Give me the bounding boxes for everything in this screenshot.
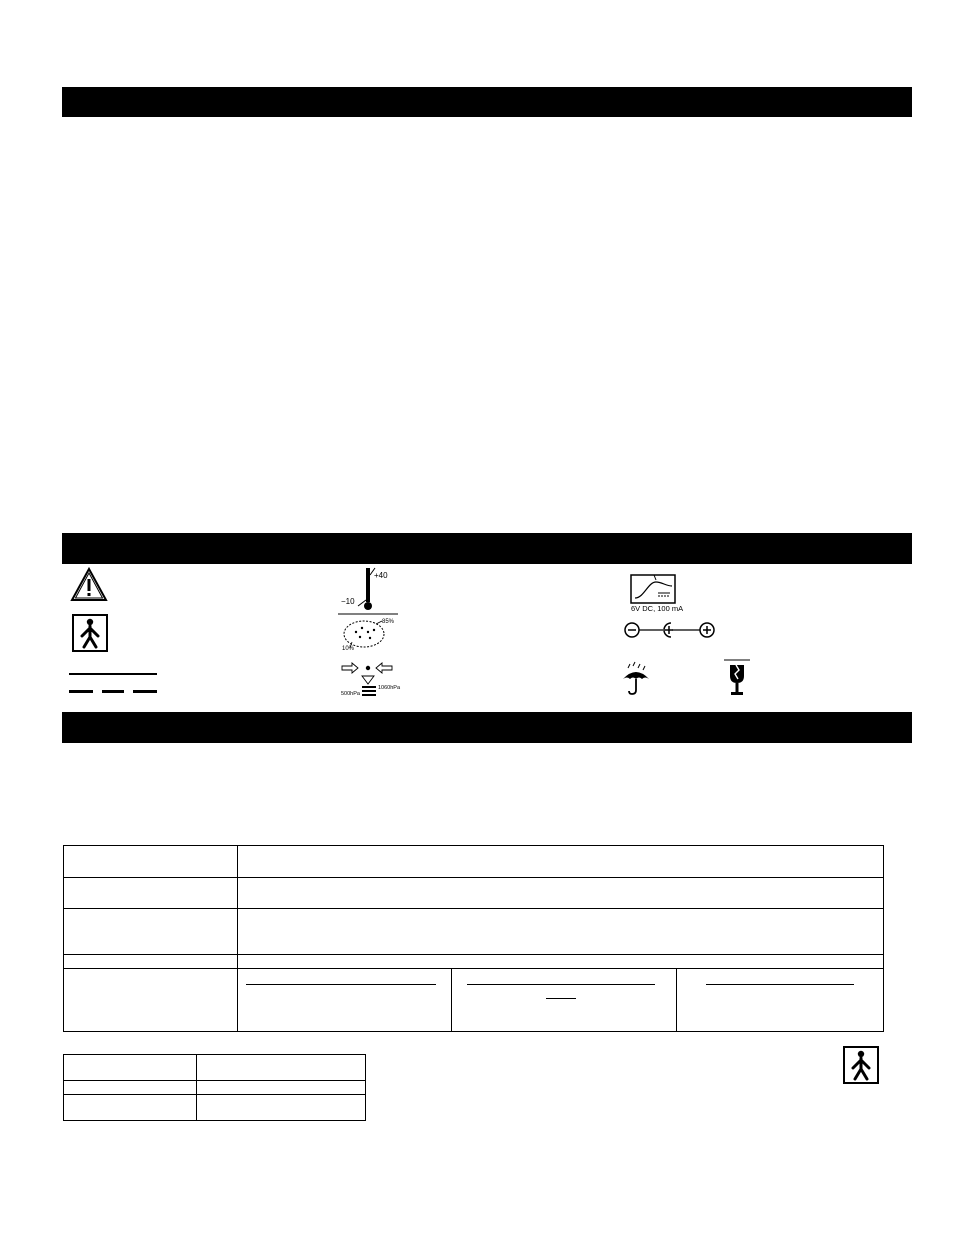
pressure-low-label: 500hPa: [341, 691, 360, 697]
spec-label-cell-3: [64, 909, 238, 955]
subcell-underline-3: [546, 998, 576, 999]
type-bf-applied-part-icon: [72, 614, 108, 652]
spec-value-cell-4: [238, 955, 884, 969]
temperature-low-label: −10: [341, 597, 355, 606]
subcell-underline-2: [467, 984, 655, 985]
polarity-icon: [623, 620, 717, 640]
applied-part-table: [63, 1054, 366, 1121]
applied-part-value-cell-3: [197, 1095, 366, 1121]
applied-part-label-cell-3: [64, 1095, 197, 1121]
subcell-underline-4: [706, 984, 854, 985]
keep-dry-icon: [620, 662, 652, 696]
spec-subcell-5c: [677, 969, 884, 1032]
type-bf-applied-part-icon-2: [842, 1046, 880, 1084]
section-header-bar-1: [62, 87, 912, 117]
applied-part-value-cell-1: [197, 1055, 366, 1081]
fragile-icon: [722, 658, 752, 698]
spec-subcell-5b: [452, 969, 677, 1032]
direct-current-line-icon: [69, 672, 159, 696]
atmospheric-pressure-icon: [340, 662, 410, 698]
spec-label-cell-5: [64, 969, 238, 1032]
warning-triangle-icon: [70, 567, 108, 603]
pressure-high-label: 1060hPa: [378, 685, 401, 691]
applied-part-value-cell-2: [197, 1081, 366, 1095]
section-header-bar-3: [62, 712, 912, 743]
spec-label-cell-2: [64, 878, 238, 909]
spec-label-cell-4: [64, 955, 238, 969]
humidity-high-label: 85%: [382, 619, 395, 625]
humidity-low-label: 10%: [342, 646, 355, 652]
spec-value-cell-1: [238, 846, 884, 878]
specification-table: [63, 845, 884, 1032]
temperature-high-label: +40: [374, 571, 388, 580]
spec-subcell-5a: [238, 969, 452, 1032]
spec-value-cell-2: [238, 878, 884, 909]
dc-current-icon: [630, 574, 690, 612]
power-rating-label: 6V DC, 100 mA: [631, 604, 684, 613]
humidity-limit-icon: [340, 618, 400, 654]
spec-label-cell-1: [64, 846, 238, 878]
spec-value-cell-3: [238, 909, 884, 955]
subcell-underline-1: [246, 984, 436, 985]
temperature-limit-icon: [338, 566, 398, 616]
section-header-bar-2: [62, 533, 912, 564]
applied-part-label-cell-2: [64, 1081, 197, 1095]
applied-part-label-cell-1: [64, 1055, 197, 1081]
